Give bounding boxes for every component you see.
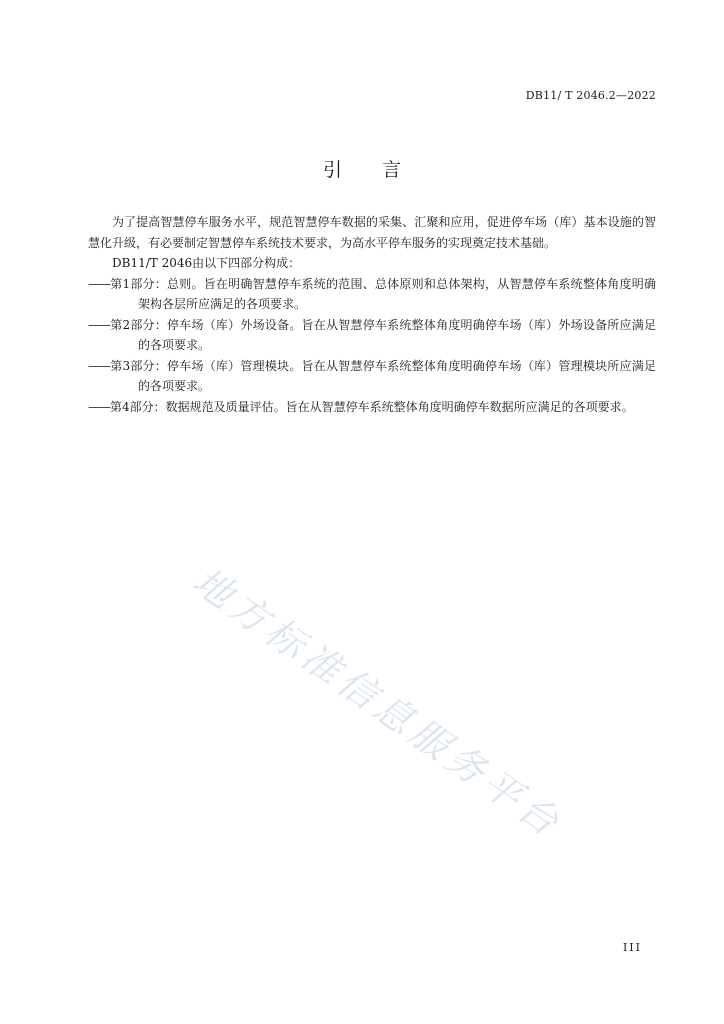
part-item-4 [88,397,656,418]
part-item-text: 第3部分：停车场（库）管理模块。旨在从智慧停车系统整体角度明确停车场（库）管理模块所应满足的各项要求。 [110,358,656,393]
list-dash: —— [88,399,110,414]
intro-paragraph-1: 为了提高智慧停车服务水平，规范智慧停车数据的采集、汇聚和应用，促进停车场（库）基本设施的智慧化升级，有必要制定智慧停车系统技术要求，为高水平停车服务的实现奠定技术基础。 [88,215,656,250]
list-dash: —— [88,317,110,332]
page-title [0,155,724,182]
list-dash: —— [88,358,110,373]
title-char-2: 言 [382,159,402,181]
watermark: 地方标准信息服务平台 [185,558,571,848]
document-code: DB11/ T 2046.2—2022 [525,89,656,102]
part-item-1 [88,274,656,315]
part-item-text: 第2部分：停车场（库）外场设备。旨在从智慧停车系统整体角度明确停车场（库）外场设备所应满足的各项要求。 [110,317,656,352]
title-char-1: 引 [322,159,342,181]
intro-paragraph-2: DB11/T 2046由以下四部分构成： [112,256,301,270]
part-item-2 [88,315,656,356]
part-item-3 [88,356,656,397]
part-item-text: 第1部分：总则。旨在明确智慧停车系统的范围、总体原则和总体架构，从智慧停车系统整体角度明确架构各层所应满足的各项要求。 [110,276,656,311]
page-number: III [622,941,642,954]
list-dash: —— [88,276,110,291]
document-body [88,212,656,417]
part-item-text: 第4部分：数据规范及质量评估。旨在从智慧停车系统整体角度明确停车数据所应满足的各项要求。 [110,399,634,414]
